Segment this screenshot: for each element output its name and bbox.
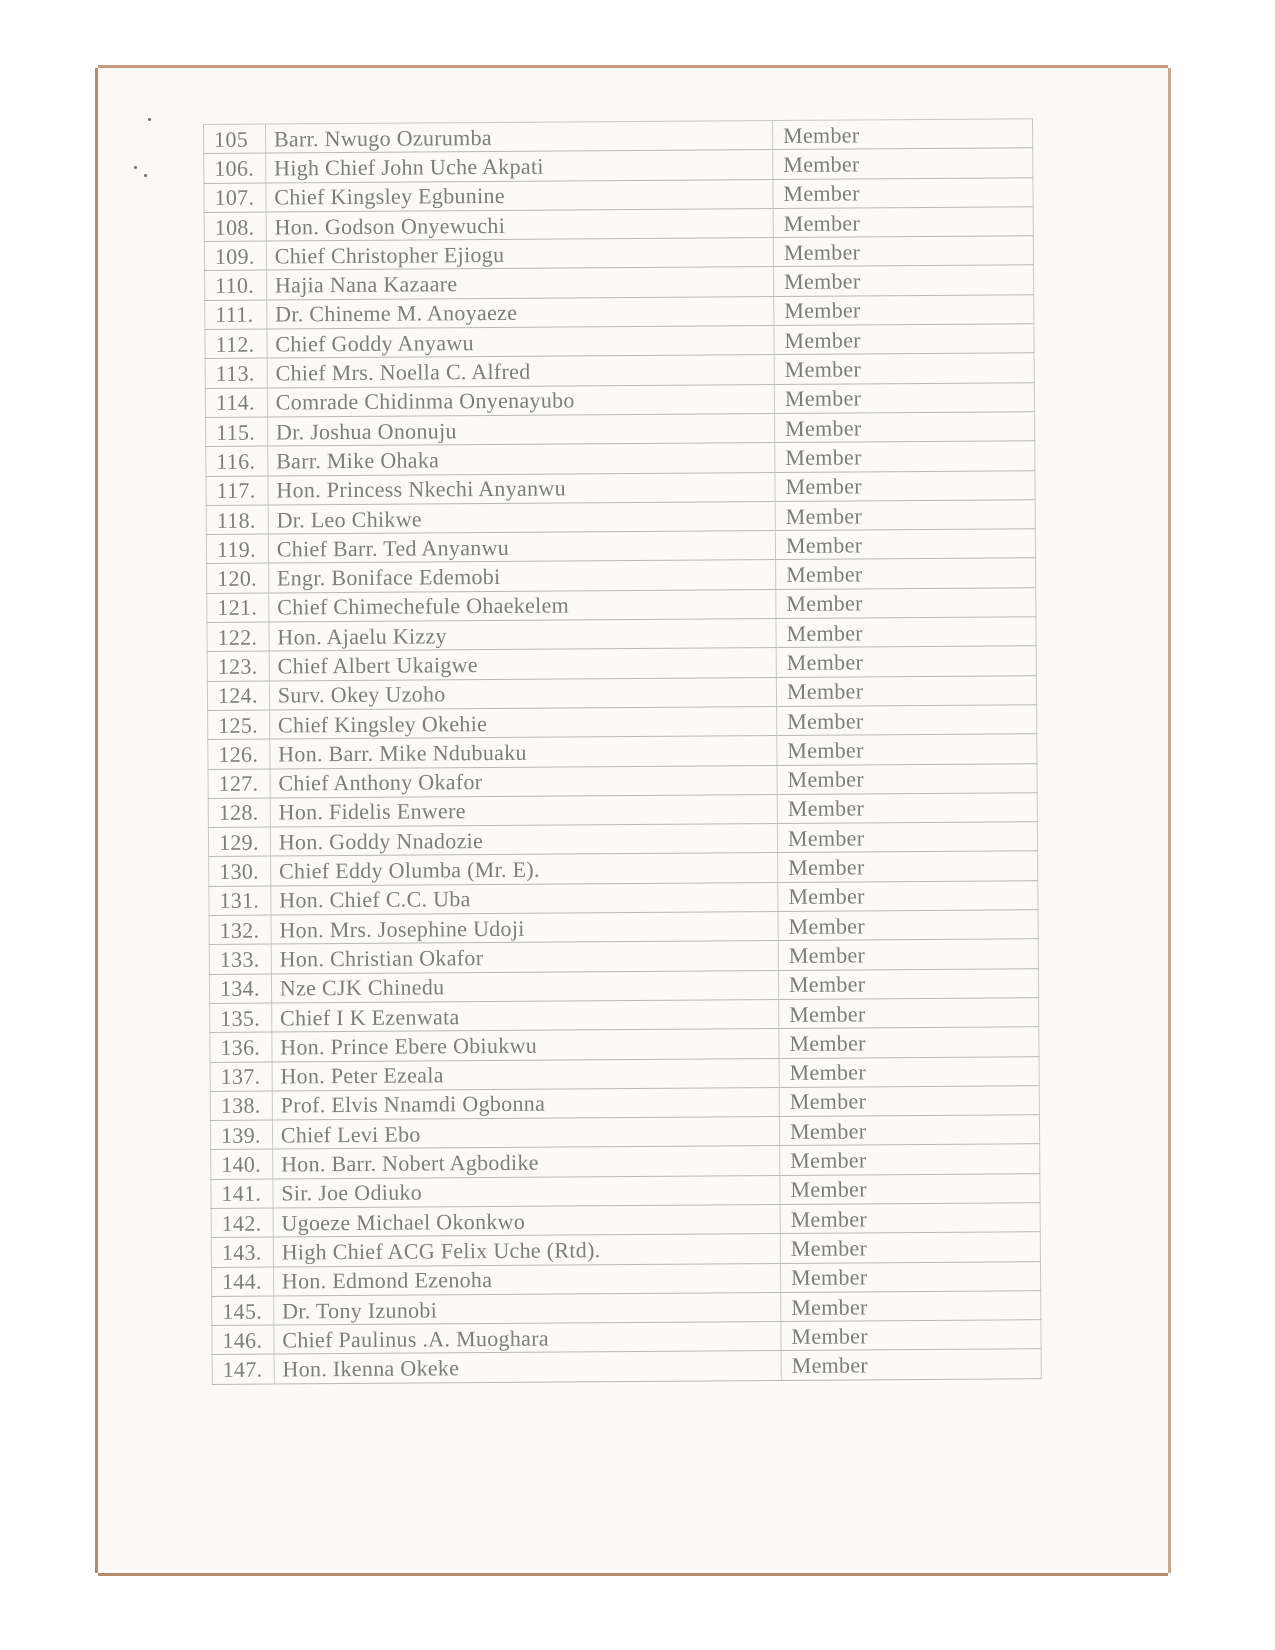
member-name: Hon. Christian Okafor bbox=[271, 941, 778, 974]
row-number: 129. bbox=[208, 827, 270, 857]
row-number: 133. bbox=[209, 944, 271, 974]
member-role: Member bbox=[777, 763, 1037, 794]
member-role: Member bbox=[776, 617, 1036, 648]
member-role: Member bbox=[777, 734, 1037, 765]
row-number: 113. bbox=[205, 358, 267, 388]
row-number: 116. bbox=[206, 446, 268, 476]
row-number: 109. bbox=[204, 241, 266, 271]
row-number: 111. bbox=[205, 300, 267, 330]
member-role: Member bbox=[776, 587, 1036, 618]
member-role: Member bbox=[776, 675, 1036, 706]
member-role: Member bbox=[778, 910, 1038, 941]
member-name: Prof. Elvis Nnamdi Ogbonna bbox=[272, 1087, 779, 1120]
member-name: Hon. Barr. Nobert Agbodike bbox=[272, 1146, 779, 1179]
document-page bbox=[98, 68, 1168, 1573]
member-role: Member bbox=[776, 646, 1036, 677]
ink-speck bbox=[148, 118, 151, 121]
member-role: Member bbox=[774, 382, 1034, 413]
row-number: 132. bbox=[209, 915, 271, 945]
member-name: Dr. Joshua Ononuju bbox=[267, 413, 774, 446]
member-name: Chief Christopher Ejiogu bbox=[266, 238, 773, 271]
member-name: Hon. Goddy Nnadozie bbox=[270, 824, 777, 857]
row-number: 126. bbox=[208, 739, 270, 769]
row-number: 130. bbox=[209, 856, 271, 886]
row-number: 115. bbox=[206, 417, 268, 447]
member-role: Member bbox=[773, 265, 1033, 296]
member-role: Member bbox=[779, 998, 1039, 1029]
member-name: Hon. Chief C.C. Uba bbox=[271, 882, 778, 915]
member-role: Member bbox=[772, 119, 1032, 150]
member-name: Hon. Prince Ebere Obiukwu bbox=[272, 1029, 779, 1062]
member-name: Dr. Tony Izunobi bbox=[273, 1292, 780, 1325]
member-role: Member bbox=[780, 1144, 1040, 1175]
member-name: Chief Goddy Anyawu bbox=[267, 326, 774, 359]
member-role: Member bbox=[775, 441, 1035, 472]
row-number: 143. bbox=[211, 1237, 273, 1267]
row-number: 128. bbox=[208, 798, 270, 828]
member-name: Chief Mrs. Noella C. Alfred bbox=[267, 355, 774, 388]
member-name: Hon. Edmond Ezenoha bbox=[273, 1263, 780, 1296]
member-name: High Chief ACG Felix Uche (Rtd). bbox=[273, 1234, 780, 1267]
row-number: 108. bbox=[204, 212, 266, 242]
member-name: Hon. Godson Onyewuchi bbox=[266, 208, 773, 241]
member-role: Member bbox=[777, 822, 1037, 853]
row-number: 124. bbox=[207, 681, 269, 711]
row-number: 117. bbox=[206, 476, 268, 506]
row-number: 147. bbox=[212, 1355, 274, 1385]
member-name: Chief I K Ezenwata bbox=[271, 999, 778, 1032]
member-name: Ugoeze Michael Okonkwo bbox=[273, 1204, 780, 1237]
member-role: Member bbox=[773, 207, 1033, 238]
member-role: Member bbox=[780, 1203, 1040, 1234]
member-name: Engr. Boniface Edemobi bbox=[268, 560, 775, 593]
member-role: Member bbox=[773, 236, 1033, 267]
row-number: 106. bbox=[204, 153, 266, 183]
member-role: Member bbox=[779, 1115, 1039, 1146]
member-name: Chief Paulinus .A. Muoghara bbox=[274, 1322, 781, 1355]
row-number: 142. bbox=[211, 1208, 273, 1238]
member-name: Nze CJK Chinedu bbox=[271, 970, 778, 1003]
row-number: 137. bbox=[210, 1062, 272, 1092]
member-name: Barr. Mike Ohaka bbox=[268, 443, 775, 476]
member-role: Member bbox=[780, 1261, 1040, 1292]
member-name: Hon. Mrs. Josephine Udoji bbox=[271, 912, 778, 945]
ink-speck bbox=[134, 166, 137, 169]
member-role: Member bbox=[778, 939, 1038, 970]
member-role: Member bbox=[777, 705, 1037, 736]
member-role: Member bbox=[779, 1056, 1039, 1087]
member-role: Member bbox=[775, 500, 1035, 531]
member-role: Member bbox=[778, 968, 1038, 999]
row-number: 119. bbox=[206, 534, 268, 564]
member-role: Member bbox=[779, 1027, 1039, 1058]
row-number: 144. bbox=[211, 1267, 273, 1297]
member-name: Hajia Nana Kazaare bbox=[266, 267, 773, 300]
member-name: Chief Eddy Olumba (Mr. E). bbox=[270, 853, 777, 886]
row-number: 122. bbox=[207, 622, 269, 652]
member-role: Member bbox=[774, 294, 1034, 325]
member-role: Member bbox=[778, 851, 1038, 882]
row-number: 145. bbox=[212, 1296, 274, 1326]
row-number: 134. bbox=[209, 974, 271, 1004]
row-number: 135. bbox=[210, 1003, 272, 1033]
row-number: 131. bbox=[209, 886, 271, 916]
member-name: Chief Anthony Okafor bbox=[270, 765, 777, 798]
member-list-table bbox=[203, 118, 1042, 1385]
member-role: Member bbox=[780, 1173, 1040, 1204]
member-list-body bbox=[204, 119, 1042, 1385]
member-role: Member bbox=[781, 1320, 1041, 1351]
row-number: 110. bbox=[205, 271, 267, 301]
member-role: Member bbox=[773, 177, 1033, 208]
member-name: Chief Barr. Ted Anyanwu bbox=[268, 531, 775, 564]
member-role: Member bbox=[778, 880, 1038, 911]
member-name: Surv. Okey Uzoho bbox=[269, 677, 776, 710]
member-name: Hon. Barr. Mike Ndubuaku bbox=[270, 736, 777, 769]
table-row bbox=[212, 1349, 1041, 1384]
member-role: Member bbox=[781, 1349, 1041, 1380]
row-number: 140. bbox=[211, 1149, 273, 1179]
member-name: Chief Albert Ukaigwe bbox=[269, 648, 776, 681]
member-name: Hon. Fidelis Enwere bbox=[270, 794, 777, 827]
member-name: Chief Chimechefule Ohaekelem bbox=[269, 589, 776, 622]
member-name: High Chief John Uche Akpati bbox=[266, 150, 773, 183]
row-number: 121. bbox=[207, 593, 269, 623]
member-name: Chief Levi Ebo bbox=[272, 1117, 779, 1150]
member-role: Member bbox=[781, 1291, 1041, 1322]
member-name: Chief Kingsley Egbunine bbox=[266, 179, 773, 212]
member-name: Hon. Peter Ezeala bbox=[272, 1058, 779, 1091]
row-number: 138. bbox=[210, 1091, 272, 1121]
row-number: 123. bbox=[207, 651, 269, 681]
member-name: Dr. Leo Chikwe bbox=[268, 501, 775, 534]
member-role: Member bbox=[773, 148, 1033, 179]
row-number: 146. bbox=[212, 1325, 274, 1355]
row-number: 112. bbox=[205, 329, 267, 359]
row-number: 139. bbox=[210, 1120, 272, 1150]
member-name: Dr. Chineme M. Anoyaeze bbox=[267, 296, 774, 329]
row-number: 136. bbox=[210, 1032, 272, 1062]
row-number: 120. bbox=[207, 564, 269, 594]
member-name: Barr. Nwugo Ozurumba bbox=[265, 121, 772, 154]
member-role: Member bbox=[776, 558, 1036, 589]
member-name: Hon. Ikenna Okeke bbox=[274, 1351, 781, 1384]
member-role: Member bbox=[774, 324, 1034, 355]
row-number: 105 bbox=[204, 124, 266, 154]
member-name: Sir. Joe Odiuko bbox=[273, 1175, 780, 1208]
member-name: Chief Kingsley Okehie bbox=[269, 706, 776, 739]
member-role: Member bbox=[777, 793, 1037, 824]
row-number: 141. bbox=[211, 1179, 273, 1209]
member-role: Member bbox=[775, 412, 1035, 443]
member-name: Hon. Princess Nkechi Anyanwu bbox=[268, 472, 775, 505]
row-number: 118. bbox=[206, 505, 268, 535]
member-role: Member bbox=[779, 1085, 1039, 1116]
row-number: 127. bbox=[208, 769, 270, 799]
row-number: 107. bbox=[204, 183, 266, 213]
ink-speck bbox=[144, 174, 147, 177]
row-number: 114. bbox=[205, 388, 267, 418]
row-number: 125. bbox=[208, 710, 270, 740]
member-role: Member bbox=[774, 353, 1034, 384]
member-role: Member bbox=[775, 470, 1035, 501]
member-name: Hon. Ajaelu Kizzy bbox=[269, 619, 776, 652]
member-role: Member bbox=[775, 529, 1035, 560]
member-role: Member bbox=[780, 1232, 1040, 1263]
member-name: Comrade Chidinma Onyenayubo bbox=[267, 384, 774, 417]
